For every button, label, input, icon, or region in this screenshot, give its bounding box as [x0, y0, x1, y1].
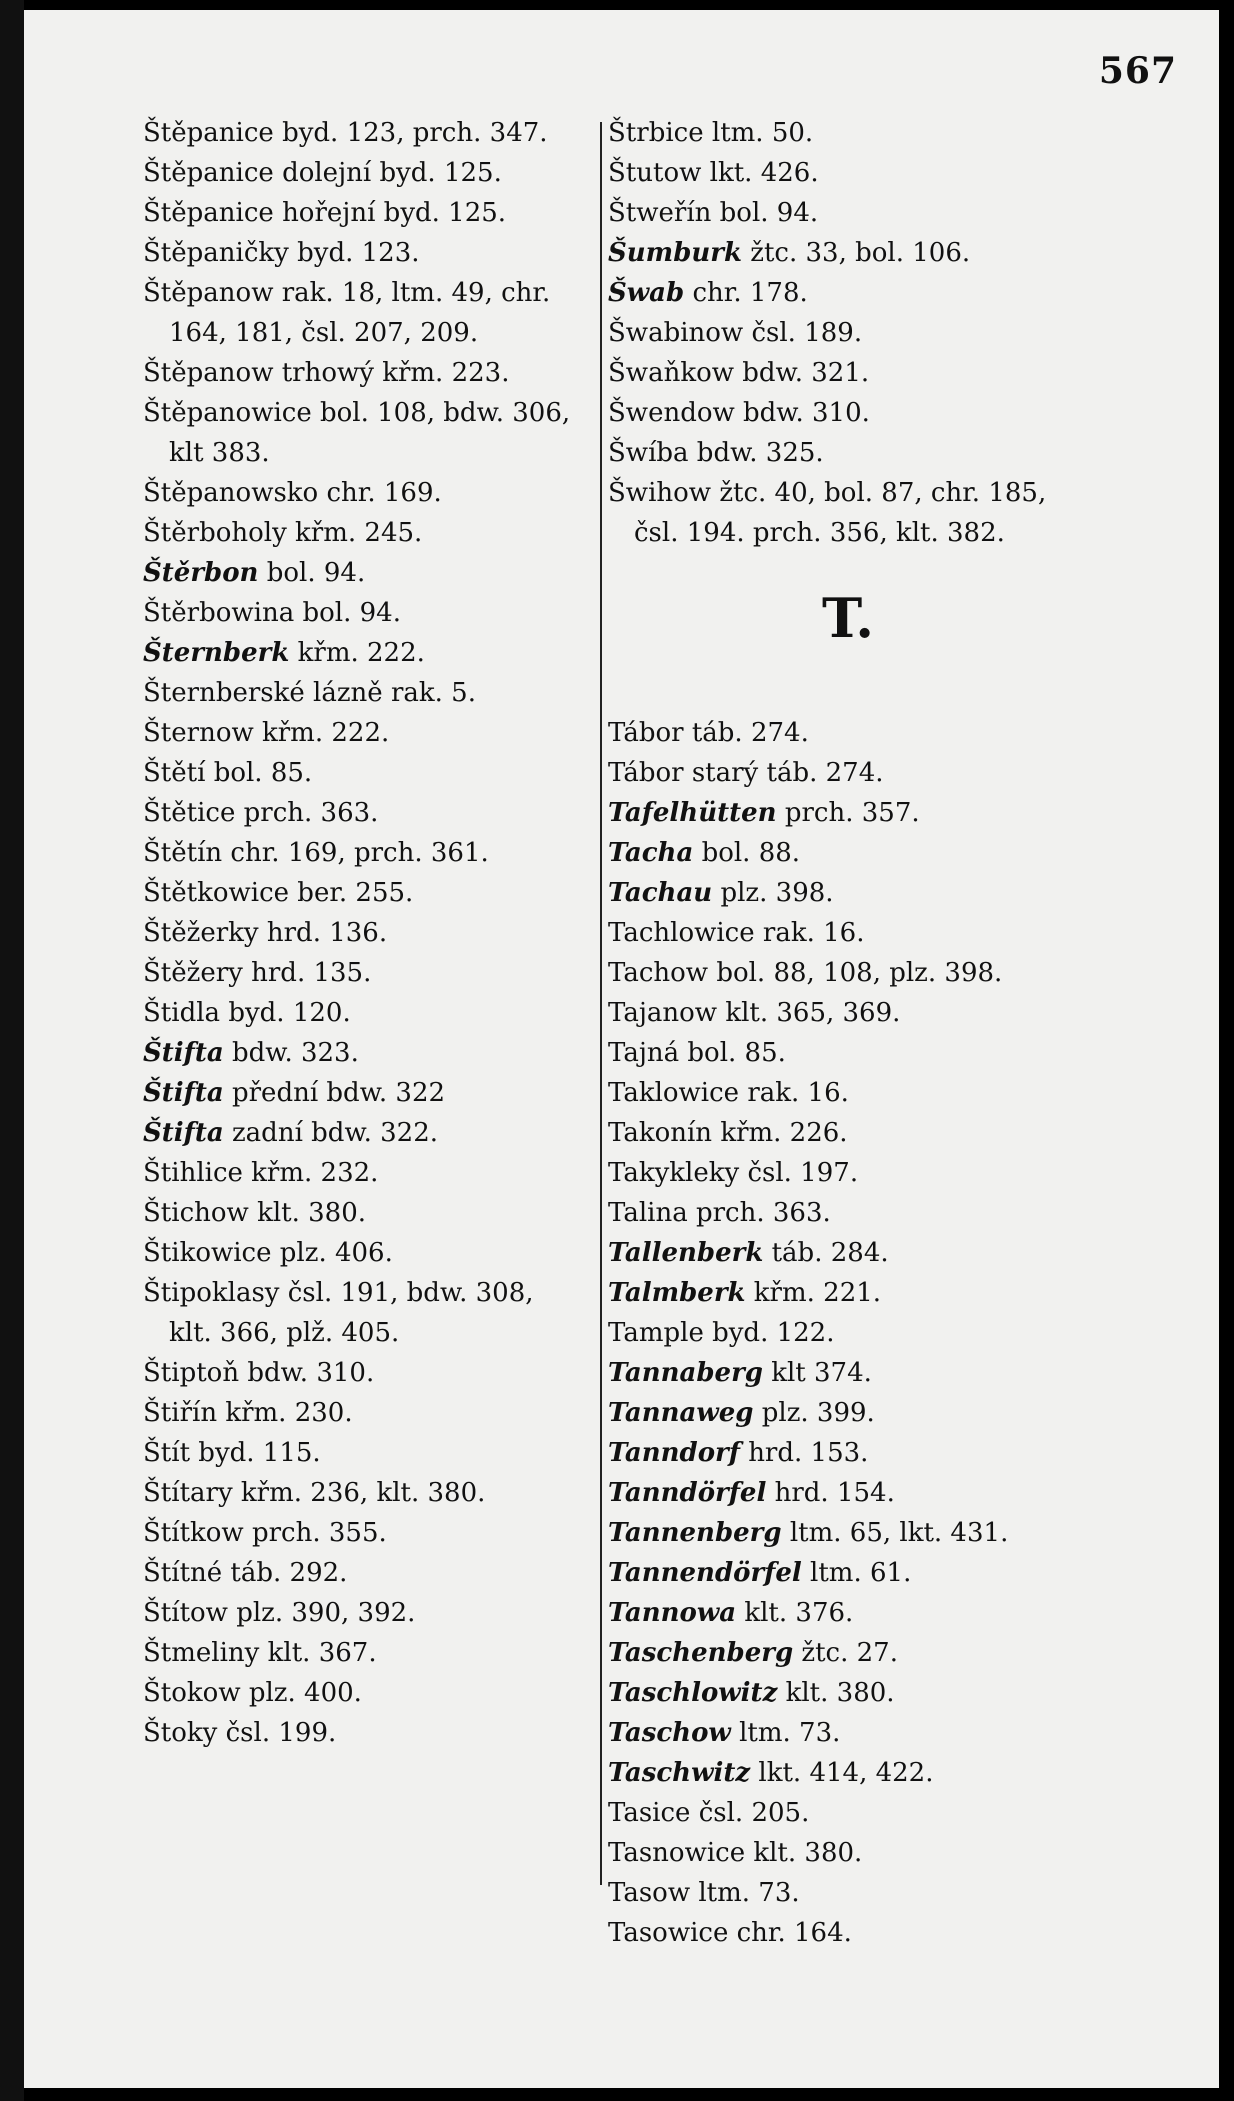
- index-entry: [143, 1633, 583, 1673]
- entry-reference: prch. 355.: [251, 1518, 387, 1548]
- index-entry: [143, 1113, 583, 1153]
- entry-reference: plz. 406.: [279, 1238, 393, 1268]
- index-entry: [608, 1193, 1088, 1233]
- entry-name: Taschwitz: [608, 1758, 751, 1788]
- index-entry: [608, 1553, 1088, 1593]
- index-entry: [608, 473, 1088, 553]
- index-entry: [608, 353, 1088, 393]
- entry-reference: čsl. 199.: [225, 1718, 337, 1748]
- entry-name: Štěpanow: [143, 278, 274, 308]
- index-entry: [608, 1473, 1088, 1513]
- entry-reference: prch. 363.: [695, 1198, 831, 1228]
- entry-reference: křm. 223.: [382, 358, 510, 388]
- entry-reference: klt. 365, 369.: [725, 998, 901, 1028]
- entry-reference: byd. 115.: [198, 1438, 321, 1468]
- entry-reference: ber. 255.: [297, 878, 414, 908]
- index-entry: [608, 313, 1088, 353]
- entry-reference: bol. 85.: [687, 1038, 786, 1068]
- index-entry: [143, 1593, 583, 1633]
- index-entry: [608, 1433, 1088, 1473]
- entry-reference: ltm. 65, lkt. 431.: [789, 1518, 1009, 1548]
- entry-reference: rak. 5.: [390, 678, 476, 708]
- entry-reference: hrd. 154.: [774, 1478, 895, 1508]
- entry-reference: prch. 357.: [784, 798, 920, 828]
- entry-name: Tachlowice: [608, 918, 755, 948]
- entry-name: Talmberk: [608, 1278, 746, 1308]
- index-entry: [143, 953, 583, 993]
- entry-name: Tannowa: [608, 1598, 737, 1628]
- entry-name: Šwihow: [608, 478, 712, 508]
- entry-name: Štětkowice: [143, 878, 290, 908]
- index-entry: [143, 1393, 583, 1433]
- index-entry: [608, 1113, 1088, 1153]
- index-entry: [608, 1353, 1088, 1393]
- entry-reference: bdw. 310.: [247, 1358, 375, 1388]
- entry-name: Štiřín: [143, 1398, 218, 1428]
- index-entry: [143, 393, 583, 473]
- index-entry: [143, 913, 583, 953]
- index-entry: [608, 793, 1088, 833]
- entry-name: Šwendow: [608, 398, 735, 428]
- right-column-t-entries: [608, 713, 1088, 1953]
- index-entry: [143, 593, 583, 633]
- entry-name: Štítné: [143, 1558, 223, 1588]
- entry-name: Tannendörfel: [608, 1558, 802, 1588]
- entry-reference: klt. 376.: [744, 1598, 854, 1628]
- entry-reference: plz. 398.: [720, 878, 834, 908]
- entry-name: Šternow: [143, 718, 254, 748]
- index-entry: [608, 273, 1088, 313]
- entry-reference: křm. 232.: [251, 1158, 379, 1188]
- entry-name: Tachau: [608, 878, 713, 908]
- entry-reference: čsl. 197.: [747, 1158, 859, 1188]
- entry-reference: ltm. 73.: [698, 1878, 800, 1908]
- entry-reference: klt. 380.: [753, 1838, 863, 1868]
- index-entry: [608, 1273, 1088, 1313]
- index-entry: [143, 153, 583, 193]
- entry-reference: zadní bdw. 322.: [231, 1118, 439, 1148]
- index-entry: [143, 513, 583, 553]
- index-entry: [143, 1433, 583, 1473]
- entry-name: Štmeliny: [143, 1638, 260, 1668]
- index-entry: [608, 713, 1088, 753]
- entry-name: Štihlice: [143, 1158, 243, 1188]
- entry-name: Taklowice: [608, 1078, 740, 1108]
- index-entry: [608, 1833, 1088, 1873]
- entry-name: Štutow: [608, 158, 702, 188]
- entry-reference: bol. 108, bdw. 306, klt 383.: [169, 398, 571, 468]
- index-entry: [608, 1873, 1088, 1913]
- index-entry: [608, 1513, 1088, 1553]
- entry-reference: lkt. 414, 422.: [758, 1758, 934, 1788]
- entry-name: Tasnowice: [608, 1838, 746, 1868]
- entry-name: Tannenberg: [608, 1518, 782, 1548]
- entry-name: Štěžery: [143, 958, 243, 988]
- index-entry: [143, 233, 583, 273]
- entry-name: Štěpaničky: [143, 238, 289, 268]
- index-entry: [608, 993, 1088, 1033]
- entry-reference: čsl. 191, bdw. 308, klt. 366, plž. 405.: [169, 1278, 534, 1348]
- entry-reference: bol. 88.: [701, 838, 801, 868]
- entry-reference: chr. 178.: [692, 278, 808, 308]
- entry-name: Tajná: [608, 1038, 680, 1068]
- entry-name: Štěpanow trhowý: [143, 358, 374, 388]
- index-entry: [143, 113, 583, 153]
- page-number: 567: [1098, 50, 1177, 92]
- index-entry: [143, 1153, 583, 1193]
- index-entry: [608, 953, 1088, 993]
- right-column: [608, 113, 1088, 1953]
- entry-reference: přední bdw. 322: [231, 1078, 446, 1108]
- entry-name: Tallenberk: [608, 1238, 764, 1268]
- entry-name: Štifta: [143, 1118, 224, 1148]
- index-entry: [143, 1073, 583, 1113]
- index-entry: [608, 1153, 1088, 1193]
- entry-reference: křm. 230.: [225, 1398, 353, 1428]
- entry-reference: rak. 18, ltm. 49, chr. 164, 181, čsl. 207, 209.: [169, 278, 551, 348]
- entry-name: Tample: [608, 1318, 704, 1348]
- entry-reference: žtc. 33, bol. 106.: [750, 238, 971, 268]
- entry-name: Takonín: [608, 1118, 713, 1148]
- index-entry: [143, 633, 583, 673]
- right-column-s-entries: [608, 113, 1088, 553]
- entry-reference: klt 374.: [771, 1358, 872, 1388]
- entry-name: Šwíba: [608, 438, 689, 468]
- entry-reference: byd. 123, prch. 347.: [282, 118, 548, 148]
- entry-reference: žtc. 40, bol. 87, chr. 185, čsl. 194. prch. 356, klt. 382.: [634, 478, 1047, 548]
- index-entry: [143, 873, 583, 913]
- entry-reference: čsl. 205.: [698, 1798, 810, 1828]
- index-entry: [608, 1793, 1088, 1833]
- index-entry: [608, 153, 1088, 193]
- entry-name: Tanndorf: [608, 1438, 740, 1468]
- entry-reference: plz. 399.: [761, 1398, 875, 1428]
- index-entry: [143, 993, 583, 1033]
- entry-name: Štrbice: [608, 118, 704, 148]
- index-entry: [608, 1913, 1088, 1953]
- entry-reference: bol. 85.: [213, 758, 313, 788]
- entry-name: Tannaweg: [608, 1398, 754, 1428]
- entry-name: Tajanow: [608, 998, 718, 1028]
- index-entry: [143, 673, 583, 713]
- entry-name: Tasowice: [608, 1918, 729, 1948]
- entry-name: Taschow: [608, 1718, 731, 1748]
- entry-reference: bol. 94.: [719, 198, 819, 228]
- entry-name: Šternberk: [143, 638, 290, 668]
- index-entry: [143, 1033, 583, 1073]
- index-entry: [608, 1233, 1088, 1273]
- scan-left-edge: [0, 0, 24, 2101]
- entry-reference: křm. 221.: [753, 1278, 882, 1308]
- entry-reference: plz. 390, 392.: [236, 1598, 416, 1628]
- entry-reference: rak. 16.: [762, 918, 865, 948]
- index-entry: [608, 1593, 1088, 1633]
- entry-name: Taschlowitz: [608, 1678, 778, 1708]
- index-entry: [143, 1673, 583, 1713]
- entry-name: Štítary: [143, 1478, 233, 1508]
- index-entry: [608, 1753, 1088, 1793]
- index-entry: [143, 1273, 583, 1353]
- index-entry: [143, 1233, 583, 1273]
- entry-reference: plz. 400.: [248, 1678, 362, 1708]
- entry-reference: chr. 169.: [326, 478, 442, 508]
- entry-name: Štichow: [143, 1198, 249, 1228]
- entry-name: Taschenberg: [608, 1638, 794, 1668]
- entry-name: Tasice: [608, 1798, 691, 1828]
- entry-name: Štěrbon: [143, 558, 259, 588]
- entry-reference: bdw. 321.: [742, 358, 870, 388]
- entry-reference: lkt. 426.: [709, 158, 819, 188]
- index-entry: [143, 793, 583, 833]
- index-entry: [608, 1033, 1088, 1073]
- entry-reference: čsl. 189.: [751, 318, 863, 348]
- entry-reference: byd. 122.: [712, 1318, 835, 1348]
- entry-name: Štěžerky: [143, 918, 259, 948]
- index-entry: [608, 1633, 1088, 1673]
- entry-name: Šwab: [608, 278, 685, 308]
- index-entry: [143, 1513, 583, 1553]
- entry-name: Štětí: [143, 758, 206, 788]
- section-letter-heading: T.: [821, 586, 875, 650]
- index-entry: [608, 433, 1088, 473]
- entry-name: Štifta: [143, 1078, 224, 1108]
- index-entry: [608, 1673, 1088, 1713]
- index-entry: [608, 753, 1088, 793]
- entry-reference: táb. 274.: [766, 758, 884, 788]
- entry-name: Štikowice: [143, 1238, 272, 1268]
- index-entry: [608, 913, 1088, 953]
- index-entry: [143, 553, 583, 593]
- entry-name: Štětice: [143, 798, 236, 828]
- index-entry: [143, 1553, 583, 1593]
- index-entry: [608, 1073, 1088, 1113]
- entry-name: Štěrbowina: [143, 598, 295, 628]
- entry-name: Tábor: [608, 718, 684, 748]
- index-entry: [608, 873, 1088, 913]
- entry-name: Štěpanowsko: [143, 478, 319, 508]
- entry-name: Štěpanice dolejní: [143, 158, 372, 188]
- entry-reference: klt. 380.: [785, 1678, 895, 1708]
- entry-name: Tachow: [608, 958, 709, 988]
- entry-name: Štěrboholy: [143, 518, 287, 548]
- entry-name: Štěpanice: [143, 118, 274, 148]
- index-entry: [143, 193, 583, 233]
- entry-name: Štokow: [143, 1678, 241, 1708]
- entry-reference: žtc. 27.: [801, 1638, 898, 1668]
- entry-reference: klt. 380.: [257, 1198, 367, 1228]
- entry-name: Štítkow: [143, 1518, 244, 1548]
- entry-reference: křm. 222.: [297, 638, 425, 668]
- entry-name: Štiptoň: [143, 1358, 240, 1388]
- entry-name: Štětín: [143, 838, 223, 868]
- entry-reference: bdw. 323.: [231, 1038, 359, 1068]
- entry-reference: bol. 94.: [266, 558, 366, 588]
- entry-name: Štifta: [143, 1038, 224, 1068]
- index-entry: [608, 1393, 1088, 1433]
- column-divider: [600, 122, 602, 1885]
- index-entry: [608, 233, 1088, 273]
- entry-reference: křm. 236, klt. 380.: [240, 1478, 486, 1508]
- index-entry: [143, 1713, 583, 1753]
- entry-reference: bol. 94.: [302, 598, 401, 628]
- entry-reference: rak. 16.: [747, 1078, 849, 1108]
- entry-name: Štít: [143, 1438, 191, 1468]
- entry-name: Šwaňkow: [608, 358, 734, 388]
- left-column: [143, 113, 583, 1753]
- entry-name: Talina: [608, 1198, 688, 1228]
- entry-reference: bdw. 325.: [696, 438, 824, 468]
- index-entry: [143, 1353, 583, 1393]
- entry-name: Štipoklasy: [143, 1278, 280, 1308]
- entry-reference: táb. 274.: [691, 718, 809, 748]
- entry-name: Tanndörfel: [608, 1478, 767, 1508]
- entry-reference: křm. 226.: [720, 1118, 848, 1148]
- entry-name: Tacha: [608, 838, 694, 868]
- index-entry: [143, 473, 583, 513]
- index-entry: [143, 1193, 583, 1233]
- book-page: [24, 10, 1219, 2088]
- entry-reference: byd. 120.: [228, 998, 351, 1028]
- entry-name: Takykleky: [608, 1158, 740, 1188]
- entry-reference: bdw. 310.: [743, 398, 870, 428]
- entry-name: Štítow: [143, 1598, 228, 1628]
- index-entry: [143, 273, 583, 353]
- entry-name: Tasow: [608, 1878, 691, 1908]
- entry-name: Šternberské lázně: [143, 678, 383, 708]
- entry-name: Tábor starý: [608, 758, 759, 788]
- entry-reference: byd. 125.: [379, 158, 502, 188]
- index-entry: [608, 113, 1088, 153]
- index-entry: [608, 1713, 1088, 1753]
- entry-reference: byd. 123.: [297, 238, 420, 268]
- index-entry: [608, 193, 1088, 233]
- entry-name: Štoky: [143, 1718, 218, 1748]
- entry-name: Šwabinow: [608, 318, 744, 348]
- entry-reference: táb. 292.: [230, 1558, 348, 1588]
- entry-name: Štěpanowice: [143, 398, 312, 428]
- entry-reference: ltm. 50.: [711, 118, 814, 148]
- entry-reference: prch. 363.: [243, 798, 379, 828]
- index-entry: [143, 713, 583, 753]
- entry-reference: hrd. 136.: [266, 918, 388, 948]
- entry-reference: ltm. 73.: [739, 1718, 841, 1748]
- entry-reference: křm. 222.: [262, 718, 390, 748]
- entry-name: Štidla: [143, 998, 221, 1028]
- index-entry: [143, 1473, 583, 1513]
- index-entry: [143, 753, 583, 793]
- entry-reference: táb. 284.: [771, 1238, 889, 1268]
- index-entry: [143, 353, 583, 393]
- entry-reference: klt. 367.: [267, 1638, 377, 1668]
- entry-reference: hrd. 153.: [748, 1438, 869, 1468]
- index-entry: [608, 833, 1088, 873]
- entry-reference: křm. 245.: [295, 518, 423, 548]
- entry-reference: byd. 125.: [383, 198, 507, 228]
- entry-reference: chr. 169, prch. 361.: [230, 838, 489, 868]
- entry-reference: bol. 88, 108, plz. 398.: [716, 958, 1003, 988]
- entry-reference: chr. 164.: [736, 1918, 852, 1948]
- entry-name: Šumburk: [608, 238, 742, 268]
- index-entry: [143, 833, 583, 873]
- entry-name: Tannaberg: [608, 1358, 763, 1388]
- entry-reference: hrd. 135.: [251, 958, 372, 988]
- entry-name: Štweřín: [608, 198, 712, 228]
- entry-name: Tafelhütten: [608, 798, 777, 828]
- index-entry: [608, 1313, 1088, 1353]
- index-entry: [608, 393, 1088, 433]
- entry-reference: ltm. 61.: [810, 1558, 912, 1588]
- entry-name: Štěpanice hořejní: [143, 198, 376, 228]
